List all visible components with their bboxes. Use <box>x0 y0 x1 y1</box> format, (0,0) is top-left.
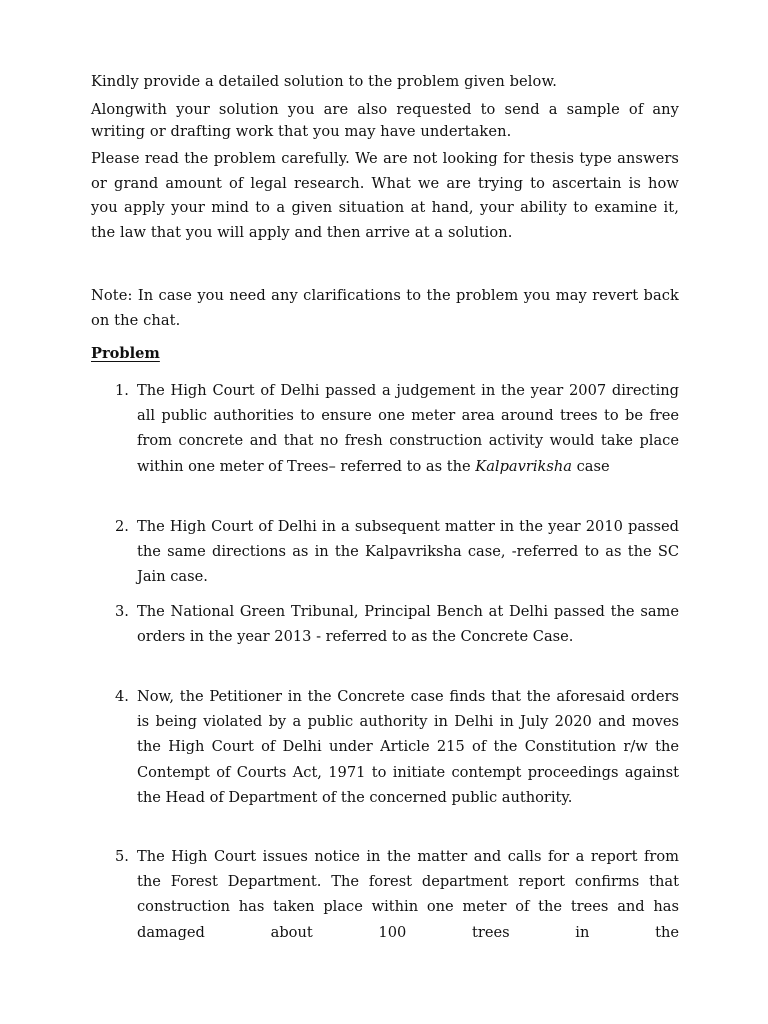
item-number: 3. <box>115 603 129 620</box>
intro-paragraph-2: Alongwith your solution you are also requested to send a sample of any writing or drafting work that you may have undertaken. <box>91 101 679 140</box>
problem-heading: Problem <box>91 345 160 362</box>
problem-item-3 <box>115 599 679 649</box>
item-text: The High Court issues notice in the matter and calls for a report from the Forest Department. The forest department report confirms that construction has taken place within one meter of the trees and has damaged about 100 trees in the <box>137 848 679 941</box>
item-number: 5. <box>115 848 129 865</box>
intro-paragraph-3: Please read the problem carefully. We are not looking for thesis type answers or grand amount of legal research. What we are trying to ascertain is how you apply your mind to a given situation at hand, your ability to examine it, the law that you will apply and then arrive at a solution. <box>91 150 679 241</box>
problem-item-4 <box>115 684 679 810</box>
item-text: The High Court of Delhi in a subsequent matter in the year 2010 passed the same directions as in the Kalpavriksha case, -referred to as the SC Jain case. <box>137 518 679 586</box>
item-text: The National Green Tribunal, Principal Bench at Delhi passed the same orders in the year 2013 - referred to as the Concrete Case. <box>137 603 679 646</box>
problem-item-5 <box>115 844 679 945</box>
item-number: 1. <box>115 382 129 399</box>
item-text: The High Court of Delhi passed a judgement in the year 2007 directing all public authorities to ensure one meter area around trees to be free from concrete and that no fresh construction activity would take place within one meter of Trees– referred to as the Kalpavriksha case <box>137 382 679 475</box>
note-paragraph: Note: In case you need any clarifications to the problem you may revert back on the chat. <box>91 287 679 329</box>
problem-item-1 <box>115 378 679 479</box>
item-number: 2. <box>115 518 129 535</box>
intro-paragraph-1: Kindly provide a detailed solution to the problem given below. <box>91 73 558 90</box>
problem-item-2 <box>115 514 679 590</box>
item-text: Now, the Petitioner in the Concrete case finds that the aforesaid orders is being violated by a public authority in Delhi in July 2020 and moves the High Court of Delhi under Article 215 of the Constitution r/w the Contempt of Courts Act, 1971 to initiate contempt proceedings against the Head of Department of the concerned public authority. <box>137 688 679 806</box>
case-name-italic: Kalpavriksha <box>475 457 572 475</box>
item-number: 4. <box>115 688 129 705</box>
